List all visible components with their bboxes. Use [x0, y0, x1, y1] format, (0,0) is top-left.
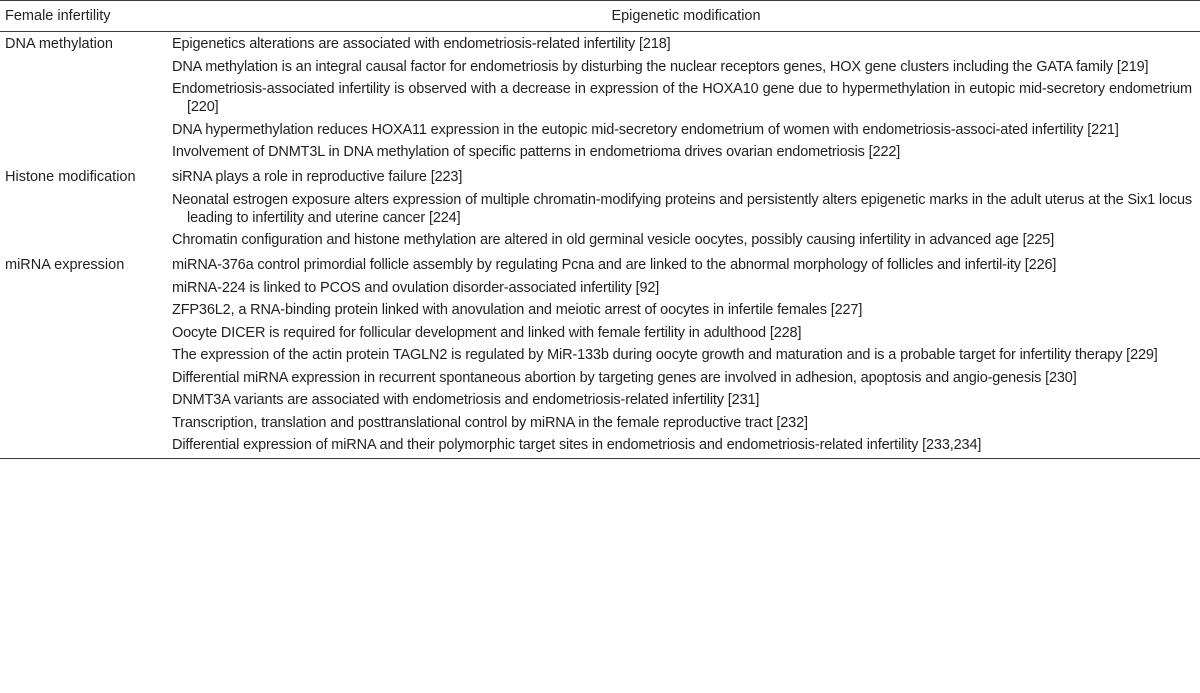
- table-entry: DNA methylation is an integral causal factor for endometriosis by disturbing the nuclear receptors genes, HOX gene clusters including the GATA family [219]: [172, 58, 1149, 75]
- table-entry: Endometriosis-associated infertility is observed with a decrease in expression of the HOXA10 gene due to hypermethylation in eutopic mid-secretory endometrium [220]: [172, 81, 1192, 115]
- table-entry: Neonatal estrogen exposure alters expression of multiple chromatin-modifying proteins and persistently alters epigenetic marks in the adult uterus at the Six1 locus leading to infertility and uterine cancer [224]: [172, 191, 1192, 226]
- table-entry: Chromatin configuration and histone methylation are altered in old germinal vesicle oocytes, possibly causing infertility in advanced age [225]: [172, 232, 1055, 248]
- table-entry: Epigenetics alterations are associated with endometriosis-related infertility [218]: [172, 36, 671, 52]
- entries-dna-methylation: [172, 32, 1200, 166]
- table-entry: Transcription, translation and posttranslational control by miRNA in the female reproductive tract [232]: [172, 414, 808, 431]
- table-entry: Differential miRNA expression in recurrent spontaneous abortion by targeting genes are involved in adhesion, apoptosis and angio-genesis [230]: [172, 369, 1077, 386]
- table-entry: The expression of the actin protein TAGLN2 is regulated by MiR-133b during oocyte growth and maturation and is a probable target for infertility therapy [229]: [172, 347, 1158, 363]
- table-entry: DNA hypermethylation reduces HOXA11 expression in the eutopic mid-secretory endometrium of women with endometriosis-associ-ated infertility [221]: [172, 121, 1119, 138]
- category-histone-modification: Histone modification: [5, 169, 136, 185]
- header-female-infertility: Female infertility: [0, 1, 172, 32]
- table-entry: Differential expression of miRNA and their polymorphic target sites in endometriosis and endometriosis-related infertility [233,234]: [172, 437, 982, 453]
- table-row-mirna-expression: [0, 253, 1200, 459]
- table-entry: DNMT3A variants are associated with endometriosis and endometriosis-related infertility [231]: [172, 392, 760, 408]
- entries-mirna-expression: [172, 253, 1200, 459]
- table-entry: ZFP36L2, a RNA-binding protein linked with anovulation and meiotic arrest of oocytes in infertile females [227]: [172, 302, 863, 318]
- table-entry: miRNA-376a control primordial follicle assembly by regulating Pcna and are linked to the abnormal morphology of follicles and infertil-ity [226]: [172, 257, 1057, 273]
- table-entry: siRNA plays a role in reproductive failure [223]: [172, 169, 463, 185]
- entries-histone-modification: [172, 165, 1200, 253]
- table-header-row: [0, 1, 1200, 32]
- table-row-histone-modification: [0, 165, 1200, 253]
- header-epigenetic-modification: Epigenetic modification: [172, 1, 1200, 32]
- table-entry: Oocyte DICER is required for follicular development and linked with female fertility in adulthood [228]: [172, 324, 802, 341]
- table-entry: Involvement of DNMT3L in DNA methylation of specific patterns in endometrioma drives ovarian endometriosis [222]: [172, 144, 901, 160]
- category-dna-methylation: DNA methylation: [5, 36, 113, 52]
- table-entry: miRNA-224 is linked to PCOS and ovulation disorder-associated infertility [92]: [172, 279, 660, 296]
- table-row-dna-methylation: [0, 32, 1200, 166]
- category-mirna-expression: miRNA expression: [0, 253, 172, 459]
